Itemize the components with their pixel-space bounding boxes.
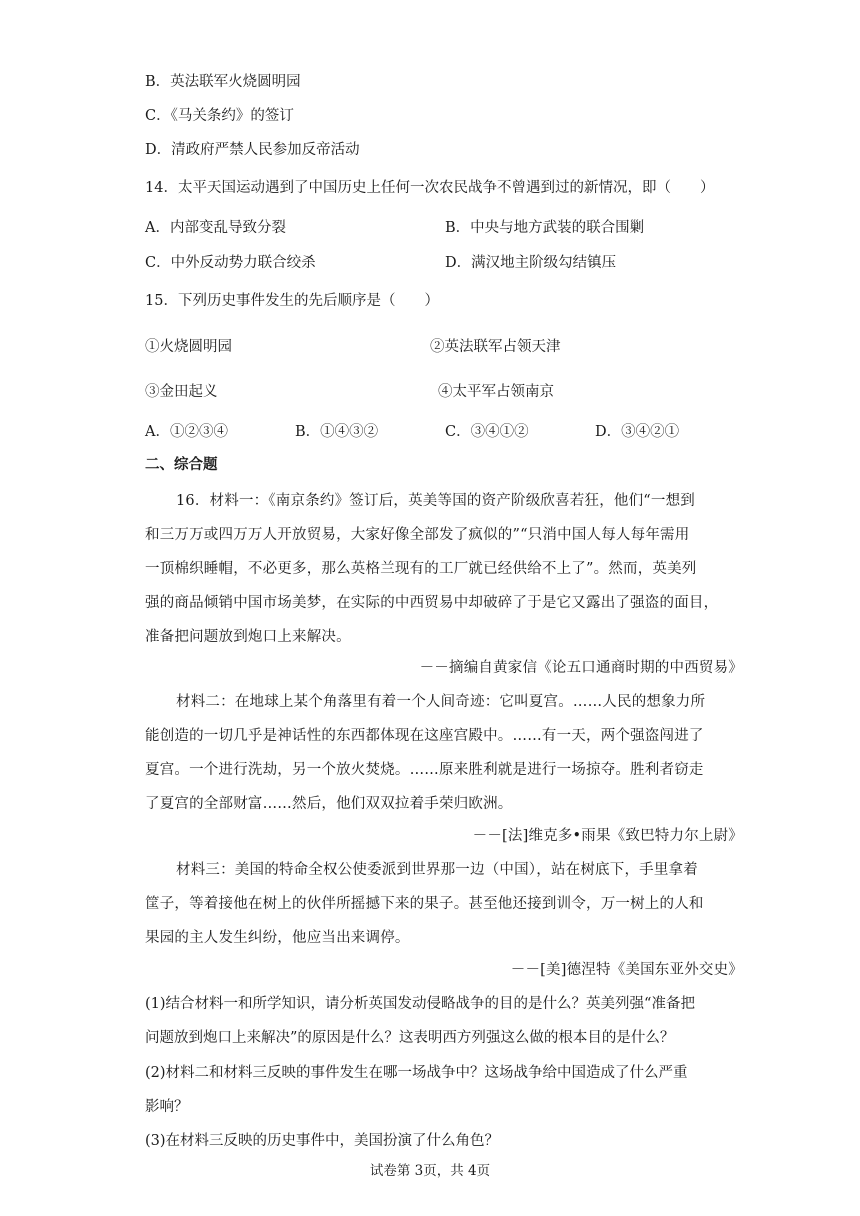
page-footer: 试卷第 3页，共 4页 bbox=[369, 1163, 491, 1179]
material-1-source: －－摘编自黄家信《论五口通商时期的中西贸易》 bbox=[419, 660, 743, 676]
q14-option-a: A．内部变乱导致分裂 bbox=[145, 220, 286, 236]
q15-option-d: D．③④②① bbox=[595, 424, 680, 440]
q15-event-2: ②英法联军占领天津 bbox=[430, 339, 561, 355]
material-3-line: 果园的主人发生纠纷，他应当出来调停。 bbox=[145, 930, 410, 946]
q15-stem: 15．下列历史事件发生的先后顺序是（ ） bbox=[145, 293, 439, 309]
q15-event-4: ④太平军占领南京 bbox=[438, 384, 554, 400]
q14-option-c: C．中外反动势力联合绞杀 bbox=[145, 255, 316, 271]
sub-question-line: 影响？ bbox=[145, 1099, 189, 1115]
material-1-line: 强的商品倾销中国市场美梦，在实际的中西贸易中却破碎了于是它又露出了强盗的面目， bbox=[145, 595, 719, 611]
q14-stem: 14．太平天国运动遇到了中国历史上任何一次农民战争不曾遇到过的新情况，即（ ） bbox=[145, 180, 715, 196]
material-3-line: 筐子，等着接他在树上的伙伴所摇撼下来的果子。甚至他还接到训令，万一树上的人和 bbox=[145, 896, 704, 912]
option-b-prev: B．英法联军火烧圆明园 bbox=[145, 74, 301, 90]
sub-question-line: (3)在材料三反映的历史事件中，美国扮演了什么角色？ bbox=[145, 1133, 500, 1149]
section-title: 二、综合题 bbox=[145, 456, 218, 473]
sub-question-line: (2)材料二和材料三反映的事件发生在哪一场战争中？这场战争给中国造成了什么严重 bbox=[145, 1065, 688, 1081]
material-2-line: 夏宫。一个进行洗劫，另一个放火焚烧。……原来胜利就是进行一场掠夺。胜利者窃走 bbox=[145, 762, 704, 778]
q14-option-b: B．中央与地方武装的联合围剿 bbox=[445, 220, 645, 236]
material-2-line: 了夏宫的全部财富……然后，他们双双拉着手荣归欧洲。 bbox=[145, 796, 513, 812]
material-1-line: 准备把问题放到炮口上来解决。 bbox=[145, 629, 351, 645]
material-3-source: －－[美]德涅特《美国东亚外交史》 bbox=[510, 962, 743, 978]
material-2-line: 能创造的一切几乎是神话性的东西都体现在这座宫殿中。……有一天，两个强盗闯进了 bbox=[145, 728, 704, 744]
q15-option-b: B．①④③② bbox=[295, 424, 379, 440]
material-2-line: 材料二：在地球上某个角落里有着一个人间奇迹：它叫夏宫。……人民的想象力所 bbox=[176, 694, 706, 710]
sub-question-line: (1)结合材料一和所学知识，请分析英国发动侵略战争的目的是什么？英美列强“准备把 bbox=[145, 996, 695, 1012]
material-2-source: －－[法]维克多•雨果《致巴特力尔上尉》 bbox=[472, 828, 743, 844]
q15-option-a: A．①②③④ bbox=[145, 424, 228, 440]
material-1-line: 16．材料一：《南京条约》签订后，英美等国的资产阶级欣喜若狂，他们“一想到 bbox=[176, 493, 696, 509]
material-1-line: 一顶棉织睡帽，不必更多，那么英格兰现有的工厂就已经供给不上了”。然而，英美列 bbox=[145, 561, 697, 577]
material-3-line: 材料三：美国的特命全权公使委派到世界那一边（中国），站在树底下，手里拿着 bbox=[176, 862, 698, 878]
q14-option-d: D．满汉地主阶级勾结镇压 bbox=[445, 255, 617, 271]
q15-option-c: C．③④①② bbox=[445, 424, 529, 440]
sub-question-line: 问题放到炮口上来解决”的原因是什么？这表明西方列强这么做的根本目的是什么？ bbox=[145, 1030, 675, 1046]
option-d-prev: D．清政府严禁人民参加反帝活动 bbox=[145, 142, 360, 158]
q15-event-1: ①火烧圆明园 bbox=[145, 339, 232, 355]
material-1-line: 和三万万或四万万人开放贸易，大家好像全部发了疯似的”“只消中国人每人每年需用 bbox=[145, 527, 690, 543]
option-c-prev: C．《马关条约》的签订 bbox=[145, 108, 294, 124]
q15-event-3: ③金田起义 bbox=[145, 384, 218, 400]
